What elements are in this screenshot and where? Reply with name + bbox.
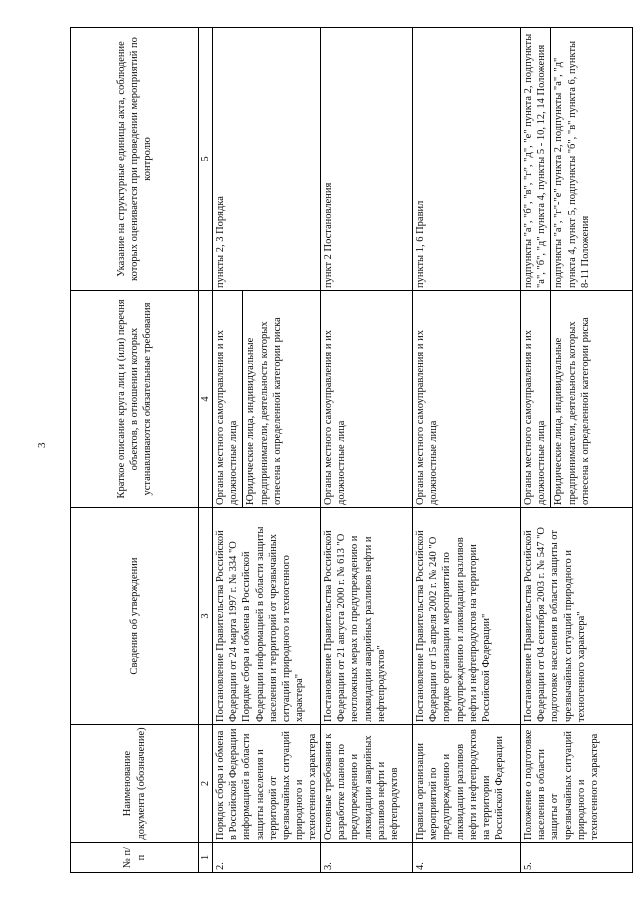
units-entry: пункты 2, 3 Порядка — [215, 196, 227, 288]
persons-entry: Органы местного самоуправления и их должностные лица — [323, 330, 348, 505]
persons-cell — [521, 291, 633, 508]
column-number: 3 — [199, 508, 213, 725]
header-document-name: Наименование документа (обозначение) — [71, 725, 199, 843]
row-number: 2. — [213, 843, 321, 873]
units-entry: пункты 1, 6 Правил — [415, 200, 427, 288]
persons-entry: Юридические лица, индивидуальные предприниматели, деятельность которых отнесена к определенной категории риска — [242, 291, 283, 507]
column-number: 2 — [199, 725, 213, 843]
header-num: № п/п — [71, 843, 199, 873]
table-row — [213, 28, 321, 873]
row-number: 5. — [521, 843, 633, 873]
units-entry: подпункты "а", "б", "в", "г", "д", "е" пункта 2, подпункты "а", "б", "д" пункта 4, пункты 5 - 10, 12, 14 Положения — [523, 33, 548, 288]
approval-info: Постановление Правительства Российской Федерации от 24 марта 1997 г. № 334 "О Порядке сбора и обмена в Российской Федерации информацией в области защиты населения и территорий от чрезвычайных ситуаций природного и техногенного характера" — [213, 508, 321, 725]
persons-entry: Юридические лица, индивидуальные предприниматели, деятельность которых отнесена к определенной категории риска — [550, 291, 591, 507]
units-entry: пункт 2 Постановления — [323, 182, 335, 288]
table-header-row — [71, 28, 199, 873]
table-row — [321, 28, 413, 873]
requirements-table — [70, 27, 633, 873]
header-persons-description: Краткое описание круга лиц и (или) перечня объектов, в отношении которых устанавливаются обязательные требования — [71, 291, 199, 508]
document-name: Порядок сбора и обмена в Российской Федерации информацией в области защиты населения и территорий от чрезвычайных ситуаций природного и техногенного характера — [213, 725, 321, 843]
document-name: Правила организации мероприятий по предупреждению и ликвидации разливов нефти и нефтепродуктов на территории Российской Федерации — [413, 725, 521, 843]
approval-info: Постановление Правительства Российской Федерации от 21 августа 2000 г. № 613 "О неотложных мерах по предупреждению и ликвидации аварийных разливов нефти и нефтепродуктов" — [321, 508, 413, 725]
units-cell — [321, 28, 413, 291]
table-row — [413, 28, 521, 873]
units-cell — [213, 28, 321, 291]
persons-cell — [213, 291, 321, 508]
units-cell — [521, 28, 633, 291]
persons-cell — [321, 291, 413, 508]
persons-entry: Органы местного самоуправления и их должностные лица — [415, 330, 440, 505]
units-entry: подпункты "а", "г"-"е" пункта 2, подпункты "а", "д" пункта 4, пункт 5, подпункты "б", "в" пункта 6, пункты 8-11 Положения — [550, 28, 591, 290]
column-numbers-row — [199, 28, 213, 873]
document-name: Основные требования к разработке планов по предупреждению и ликвидации аварийных разливов нефти и нефтепродуктов — [321, 725, 413, 843]
header-approval-info: Сведения об утверждении — [71, 508, 199, 725]
persons-entry: Органы местного самоуправления и их должностные лица — [215, 330, 240, 505]
persons-entry: Органы местного самоуправления и их должностные лица — [523, 330, 548, 505]
approval-info: Постановление Правительства Российской Федерации от 15 апреля 2002 г. № 240 "О порядке организации мероприятий по предупреждению и ликвидации разливов нефти и нефтепродуктов на территории Российской Федерации" — [413, 508, 521, 725]
row-number: 4. — [413, 843, 521, 873]
rotated-page-content — [70, 28, 625, 873]
persons-cell — [413, 291, 521, 508]
row-number: 3. — [321, 843, 413, 873]
column-number: 5 — [199, 28, 213, 291]
column-number: 1 — [199, 843, 213, 873]
document-name: Положение о подготовке населения в области защиты от чрезвычайных ситуаций природного и техногенного характера — [521, 725, 633, 843]
units-cell — [413, 28, 521, 291]
column-number: 4 — [199, 291, 213, 508]
header-structural-units: Указание на структурные единицы акта, соблюдение которых оценивается при проведении мероприятий по контролю — [71, 28, 199, 291]
approval-info: Постановление Правительства Российской Федерации от 04 сентября 2003 г. № 547 "О подготовке населения в области защиты от чрезвычайных ситуаций природного и техногенного характера" — [521, 508, 633, 725]
page-number: 3 — [36, 442, 48, 448]
table-row — [521, 28, 633, 873]
